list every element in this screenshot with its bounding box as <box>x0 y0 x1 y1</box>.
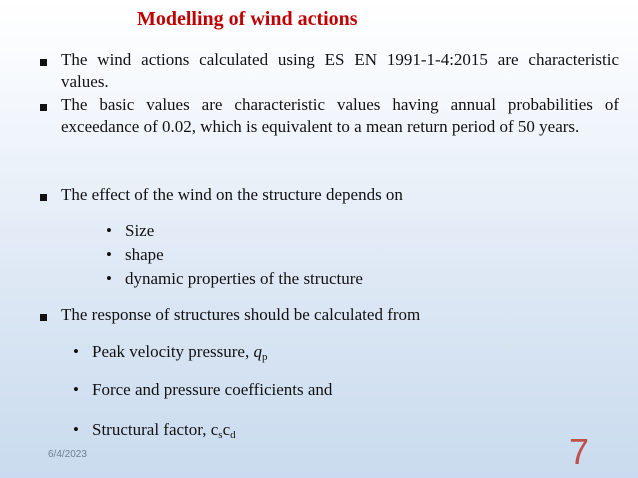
item-text: c <box>222 420 231 439</box>
bullet-dot-icon: • <box>73 420 79 439</box>
list-item: shape <box>125 245 164 264</box>
list-item: Size <box>125 221 155 240</box>
square-bullet-icon <box>40 314 47 321</box>
bullet-dot-icon: • <box>106 221 112 240</box>
subscript: d <box>230 429 236 441</box>
page-number: 7 <box>569 431 590 472</box>
bullet-text: The effect of the wind on the structure depends on <box>61 185 403 204</box>
symbol-q: q <box>253 342 262 361</box>
square-bullet-icon <box>40 59 47 66</box>
bullet-dot-icon: • <box>106 245 112 264</box>
subscript: s <box>218 429 223 441</box>
square-bullet-icon <box>40 104 47 111</box>
bullet-dot-icon: • <box>73 342 79 361</box>
bullet-text: The wind actions calculated using ES EN 1991-1-4:2015 are characteristic values. <box>61 50 619 91</box>
subscript: p <box>261 351 268 363</box>
bullet-text: The basic values are characteristic values having annual probabilities of exceedance of 0.02, which is equivalent to a mean return period of 50 years. <box>61 95 619 136</box>
footer-date: 6/4/2023 <box>48 449 87 460</box>
square-bullet-icon <box>40 194 47 201</box>
list-item: Force and pressure coefficients and <box>92 380 333 399</box>
list-item <box>92 341 267 368</box>
list-item <box>92 419 236 446</box>
bullet-dot-icon: • <box>106 269 112 288</box>
bullet-dot-icon: • <box>73 380 79 399</box>
slide-title: Modelling of wind actions <box>137 8 358 30</box>
list-item: dynamic properties of the structure <box>125 269 363 288</box>
bullet-text: The response of structures should be calculated from <box>61 305 421 324</box>
item-text: Structural factor, c <box>92 420 219 439</box>
item-text: Peak velocity pressure, <box>92 342 254 361</box>
